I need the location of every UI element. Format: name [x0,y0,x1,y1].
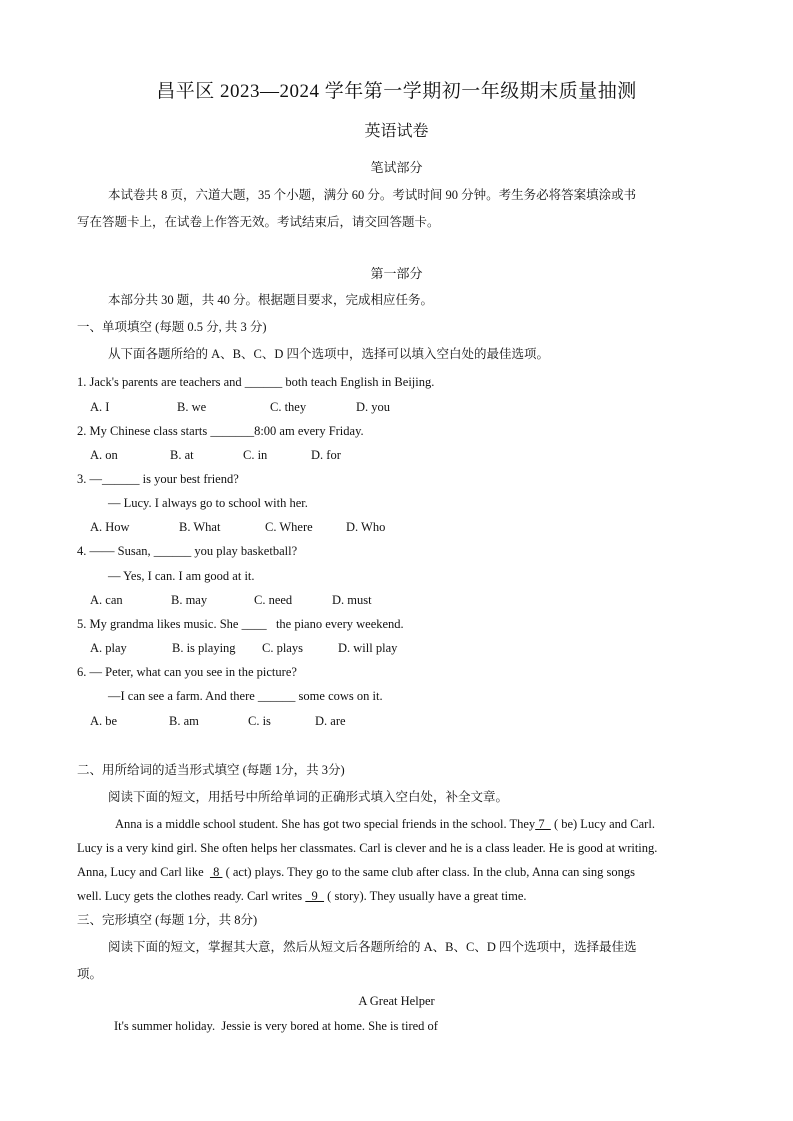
passage-title: A Great Helper [358,994,435,1008]
passage-text: Anna is a middle school student. She has got two special friends in the school. They [115,817,536,831]
answer-option[interactable]: B. at [170,448,194,462]
passage-text: Anna, Lucy and Carl like [77,865,210,879]
section-3-direction-2: 项。 [77,967,103,981]
answer-option[interactable]: A. on [90,448,118,462]
answer-blank-8[interactable]: 8 [209,865,223,879]
answer-option[interactable]: A. play [90,641,127,655]
question-reply: — Lucy. I always go to school with her. [108,496,308,510]
passage-text: well. Lucy gets the clothes ready. Carl writes [77,889,306,903]
answer-blank-9[interactable]: 9 [305,889,325,903]
section-1-direction: 从下面各题所给的 A、B、C、D 四个选项中，选择可以填入空白处的最佳选项。 [108,347,549,361]
answer-option[interactable]: A. How [90,520,130,534]
answer-option[interactable]: C. plays [262,641,303,655]
section-2-direction: 阅读下面的短文，用括号中所给单词的正确形式填入空白处，补全文章。 [108,790,509,804]
passage-text: ( be) Lucy and Carl. [550,817,655,831]
answer-option[interactable]: A. can [90,593,123,607]
answer-option[interactable]: C. need [254,593,293,607]
instructions-line-1: 本试卷共 8 页，六道大题，35 个小题，满分 60 分。考试时间 90 分钟。考生务必将答案填涂或书 [108,188,637,202]
answer-option[interactable]: B. am [169,714,199,728]
answer-option[interactable]: D. Who [346,520,386,534]
answer-option[interactable]: B. we [177,400,207,414]
answer-option[interactable]: C. in [243,448,268,462]
question-reply: —I can see a farm. And there ______ some cows on it. [108,689,383,703]
question-reply: — Yes, I can. I am good at it. [108,569,255,583]
question-stem: 1. Jack's parents are teachers and ______ both teach English in Beijing. [77,375,435,389]
question-stem: 5. My grandma likes music. She ____ the piano every weekend. [77,617,404,631]
part-title: 第一部分 [370,266,423,281]
section-1-heading: 一、单项填空 (每题 0.5 分, 共 3 分) [77,320,267,334]
passage-line-2: Lucy is a very kind girl. She often helps her classmates. Carl is clever and he is a class leader. He is good at writing. [77,841,658,855]
answer-option[interactable]: A. I [90,400,110,414]
question-stem: 6. — Peter, what can you see in the picture? [77,665,297,679]
passage-text: ( act) plays. They go to the same club after class. In the club, Anna can sing songs [222,865,635,879]
question-stem: 2. My Chinese class starts _______8:00 am every Friday. [77,424,364,438]
section-3-direction-1: 阅读下面的短文，掌握其大意，然后从短文后各题所给的 A、B、C、D 四个选项中，选择最佳选 [108,940,637,954]
answer-option[interactable]: B. What [179,520,221,534]
answer-option[interactable]: C. Where [265,520,313,534]
part-description: 本部分共 30 题，共 40 分。根据题目要求，完成相应任务。 [108,293,434,307]
passage-line-4 [77,888,527,904]
section-3-heading: 三、完形填空 (每题 1分，共 8分) [77,913,258,927]
answer-option[interactable]: D. for [311,448,341,462]
answer-option[interactable]: C. is [248,714,271,728]
section-label: 笔试部分 [370,160,423,175]
answer-option[interactable]: D. you [356,400,391,414]
passage-line-1 [115,816,655,832]
question-stem: 4. —— Susan, ______ you play basketball? [77,544,298,558]
question-stem: 3. —______ is your best friend? [77,472,239,486]
cloze-passage-line-1: It's summer holiday. Jessie is very bored at home. She is tired of [114,1019,438,1033]
answer-option[interactable]: D. will play [338,641,398,655]
instructions-line-2: 写在答题卡上，在试卷上作答无效。考试结束后，请交回答题卡。 [77,215,440,229]
answer-option[interactable]: B. is playing [172,641,236,655]
section-2-heading: 二、用所给词的适当形式填空 (每题 1分，共 3分) [77,763,345,777]
answer-option[interactable]: D. are [315,714,346,728]
exam-subtitle: 英语试卷 [364,123,429,140]
answer-option[interactable]: B. may [171,593,208,607]
passage-line-3 [77,864,635,880]
passage-text: ( story). They usually have a great time. [324,889,527,903]
answer-option[interactable]: D. must [332,593,372,607]
exam-title: 昌平区 2023—2024 学年第一学期初一年级期末质量抽测 [156,81,637,102]
answer-option[interactable]: C. they [270,400,307,414]
answer-option[interactable]: A. be [90,714,118,728]
answer-blank-7[interactable]: 7 [535,817,551,831]
